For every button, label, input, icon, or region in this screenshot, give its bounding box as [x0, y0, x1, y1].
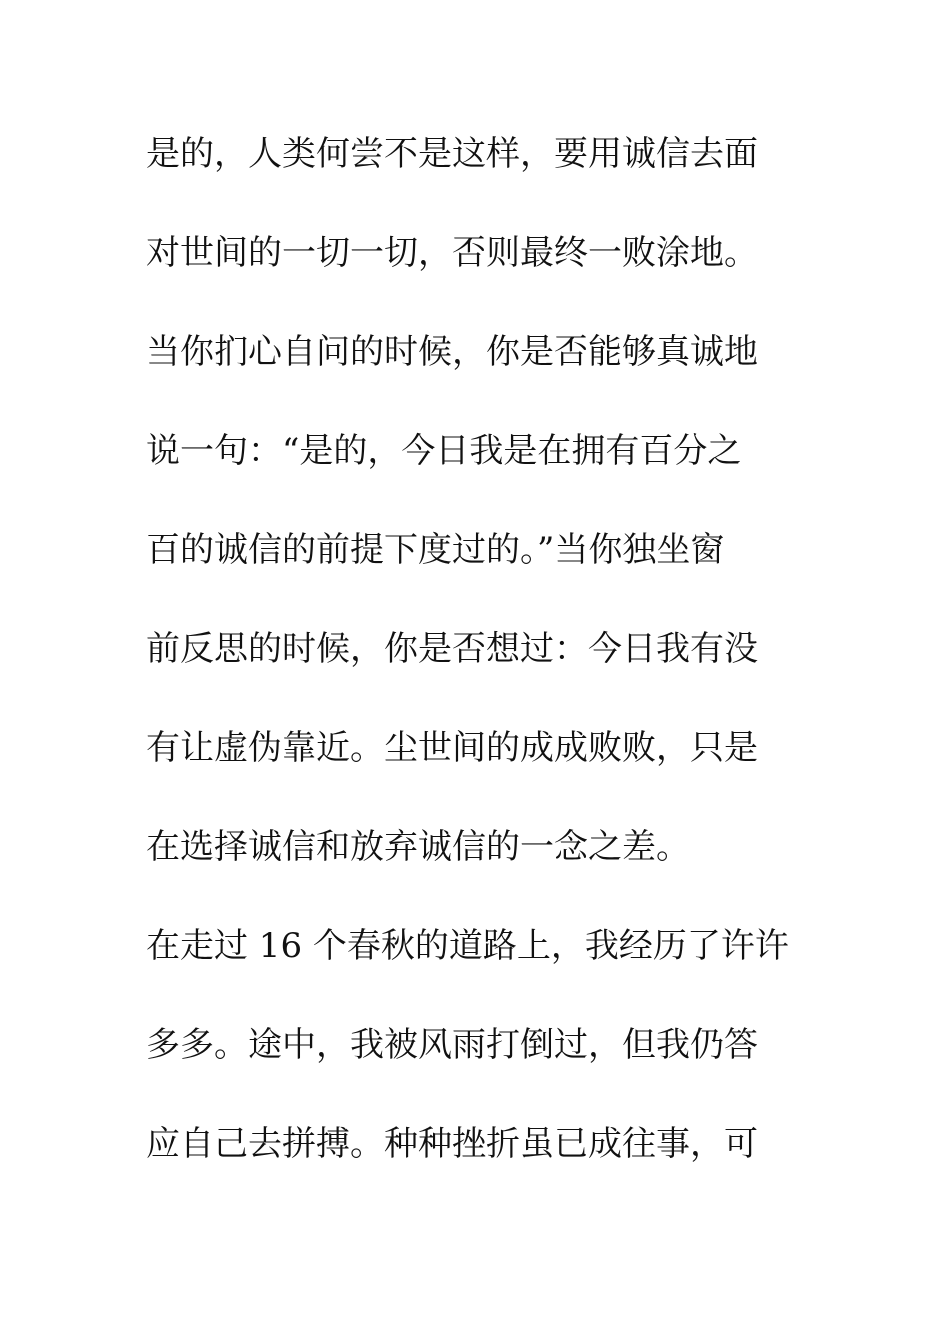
text-line: 百的诚信的前提下度过的。”当你独坐窗	[146, 530, 725, 570]
text-line: 多多。途中，我被风雨打倒过，但我仍答	[146, 1025, 758, 1065]
text-line: 说一句：“是的，今日我是在拥有百分之	[146, 431, 742, 471]
text-line: 应自己去拼搏。种种挫折虽已成往事，可	[146, 1124, 758, 1164]
text-line: 有让虚伪靠近。尘世间的成成败败，只是	[146, 728, 758, 768]
text-line: 前反思的时候，你是否想过：今日我有没	[146, 629, 758, 669]
text-line: 在走过 16 个春秋的道路上，我经历了许许	[146, 926, 789, 966]
text-line: 当你扪心自问的时候，你是否能够真诚地	[146, 332, 758, 372]
text-line: 是的，人类何尝不是这样，要用诚信去面	[146, 134, 758, 174]
text-line: 对世间的一切一切，否则最终一败涂地。	[146, 233, 758, 273]
text-line: 在选择诚信和放弃诚信的一念之差。	[146, 827, 690, 867]
body-text	[146, 128, 806, 1217]
